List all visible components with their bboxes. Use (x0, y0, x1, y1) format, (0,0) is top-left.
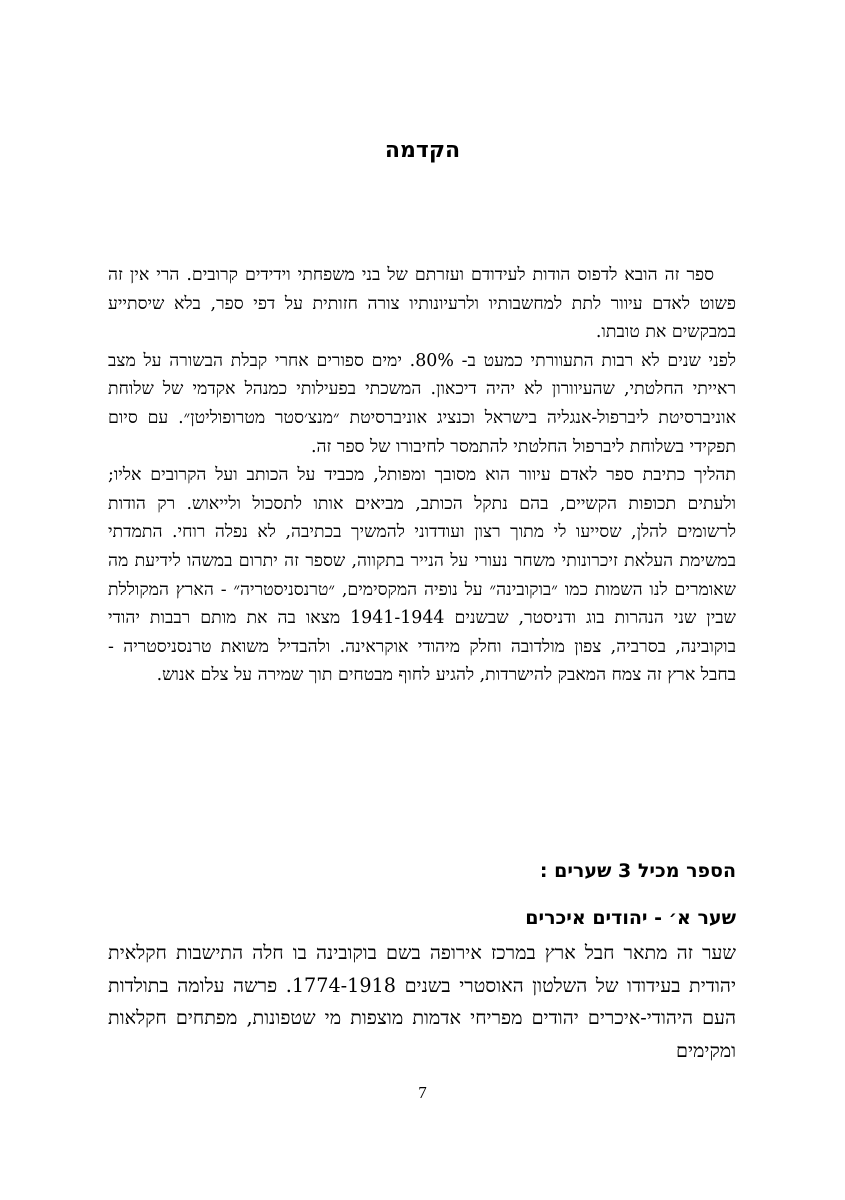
gate-a-heading: שער א׳ - יהודים איכרים (525, 907, 736, 929)
contents-heading: הספר מכיל 3 שערים : (539, 860, 736, 882)
intro-paragraph-1: ספר זה הובא לדפוס הודות לעידודם ועזרתם של בני משפחתי וידידים קרובים. הרי אין זה פשוט לאדם עיוור לתת למחשבותיו ולרעיונותיו צורה חזותית על דפי ספר, בלא שיסתייע במבקשים את טובתו. (108, 265, 736, 343)
intro-paragraph-3: תהליך כתיבת ספר לאדם עיוור הוא מסובך ומפותל, מכביד על הכותב ועל הקרובים אליו; ולעתים תכופות הקשיים, בהם נתקל הכותב, מביאים אותו לתסכול ולייאוש. רק הודות לרשומים להלן, שסייעו לי מתוך רצון ועודדוני להמשיך בכתיבה, לא נפלה רוחי. התמדתי במשימת העלאת זיכרונותי משחר נעורי על הנייר בתקווה, שספר זה יתרום במשהו לידיעת מה שאומרים לנו השמות כמו ״בוקובינה״ על נופיה המקסימים, ״טרנסניסטריה״ - הארץ המקוללת שבין שני הנהרות בוג ודניסטר, שבשנים 1941-1944 מצאו בה את מותם רבבות יהודי בוקובינה, בסרביה, צפון מולדובה וחלק מיהודי אוקראינה. ולהבדיל משואת טרנסניסטריה - בחבל ארץ זה צמח המאבק להישרדות, להגיע לחוף מבטחים תוך שמירה על צלם אנוש. (108, 465, 736, 686)
gate-a-text: שער זה מתאר חבל ארץ במרכז אירופה בשם בוקובינה בו חלה התישבות חקלאית יהודית בעידודו של השלטון האוסטרי בשנים 1774-1918. פרשה עלומה בתולדות העם היהודי-איכרים יהודים מפריחי אדמות מוצפות מי שטפונות, מפתחים חקלאות ומקימים (108, 941, 736, 1062)
page-number: 7 (418, 1083, 427, 1102)
page-title: הקדמה (384, 138, 461, 163)
introduction-text (108, 261, 736, 690)
intro-paragraph-2: לפני שנים לא רבות התעוורתי כמעט ב- 80%. ימים ספורים אחרי קבלת הבשורה על מצב ראייתי החלטתי, שהעיוורון לא יהיה דיכאון. המשכתי בפעילותי כמנהל אקדמי של שלוחת אוניברסיטת ליברפול-אנגליה בישראל וכנציג אוניברסיטת ״מנצ׳סטר מטרופוליטן״. עם סיום תפקידי בשלוחת ליברפול החלטתי להתמסר לחיבורו של ספר זה. (108, 350, 736, 457)
